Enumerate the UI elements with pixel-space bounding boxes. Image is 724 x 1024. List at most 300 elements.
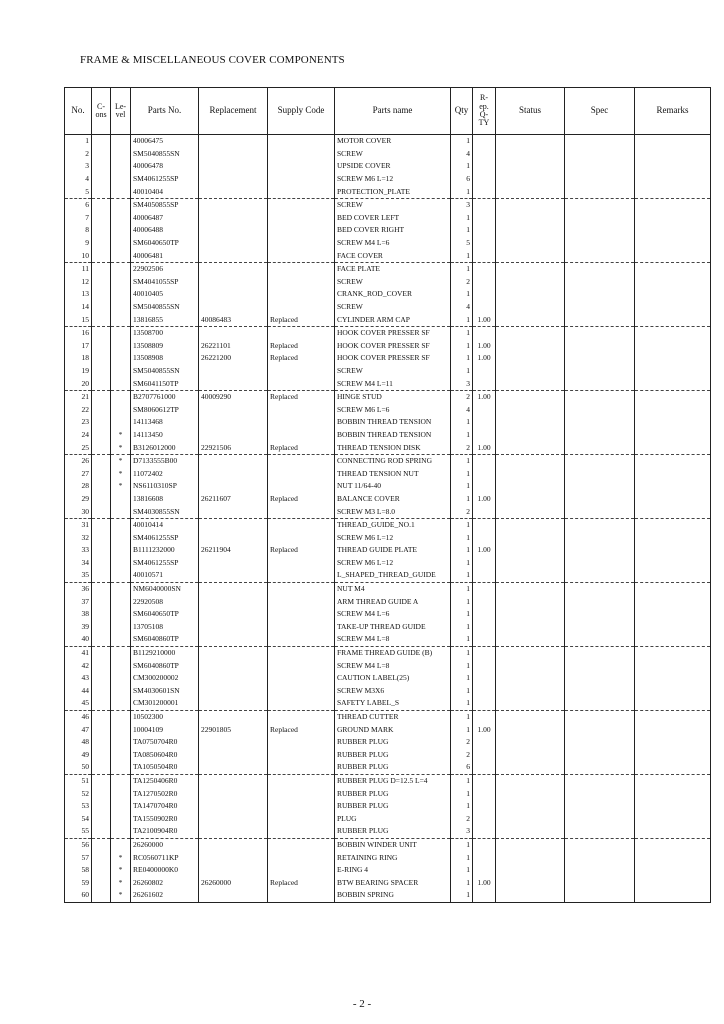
supply-code [268,480,335,493]
status-cell [496,710,565,723]
row-number: 40 [65,633,92,646]
replacement-number [199,787,268,800]
remarks-cell [635,467,711,480]
parts-name: BTW BEARING SPACER [335,876,451,889]
cons-cell [92,518,111,531]
parts-number: NS6110310SP [131,480,199,493]
rep-quantity [473,812,496,825]
table-row [65,173,711,186]
quantity: 1 [451,365,473,378]
rep-quantity: 1.00 [473,352,496,365]
status-cell [496,148,565,161]
status-cell [496,659,565,672]
quantity: 1 [451,352,473,365]
spec-cell [565,377,635,390]
parts-name: RUBBER PLUG D=12.5 L=4 [335,774,451,787]
spec-cell [565,736,635,749]
level-cell [111,390,131,403]
quantity: 3 [451,198,473,211]
remarks-cell [635,377,711,390]
table-row [65,480,711,493]
parts-name: RUBBER PLUG [335,749,451,762]
parts-number: 40010405 [131,288,199,301]
spec-cell [565,467,635,480]
quantity: 3 [451,825,473,838]
supply-code [268,326,335,339]
supply-code: Replaced [268,313,335,326]
replacement-number [199,237,268,250]
row-number: 31 [65,518,92,531]
remarks-cell [635,212,711,225]
rep-quantity [473,621,496,634]
supply-code [268,377,335,390]
spec-cell [565,249,635,262]
cons-cell [92,800,111,813]
supply-code [268,838,335,851]
replacement-number [199,224,268,237]
level-cell [111,736,131,749]
replacement-number [199,595,268,608]
status-cell [496,313,565,326]
supply-code [268,774,335,787]
quantity: 1 [451,672,473,685]
parts-number: 10004109 [131,723,199,736]
replacement-number: 22921506 [199,441,268,454]
level-cell [111,710,131,723]
cons-cell [92,276,111,289]
page-title: FRAME & MISCELLANEOUS COVER COMPONENTS [80,54,345,66]
row-number: 18 [65,352,92,365]
status-cell [496,672,565,685]
cons-cell [92,313,111,326]
parts-number: 40010404 [131,185,199,198]
rep-quantity [473,710,496,723]
cons-cell [92,377,111,390]
status-cell [496,340,565,353]
status-cell [496,544,565,557]
rep-quantity [473,608,496,621]
header-level-text: Le- vel [114,101,127,119]
level-cell [111,672,131,685]
parts-number: D7133555B00 [131,454,199,467]
table-row [65,659,711,672]
quantity: 1 [451,326,473,339]
rep-quantity: 1.00 [473,340,496,353]
supply-code [268,249,335,262]
parts-number: 26260000 [131,838,199,851]
supply-code [268,301,335,314]
row-number: 21 [65,390,92,403]
row-number: 23 [65,416,92,429]
rep-quantity [473,633,496,646]
replacement-number [199,249,268,262]
replacement-number [199,557,268,570]
parts-name: FRAME THREAD GUIDE (B) [335,646,451,659]
status-cell [496,441,565,454]
row-number: 43 [65,672,92,685]
cons-cell [92,646,111,659]
supply-code: Replaced [268,390,335,403]
level-cell: * [111,889,131,902]
row-number: 47 [65,723,92,736]
quantity: 1 [451,544,473,557]
quantity: 1 [451,595,473,608]
level-cell [111,135,131,148]
parts-number: SM4061255SP [131,557,199,570]
table-row [65,569,711,582]
supply-code [268,621,335,634]
parts-name: THREAD TENSION DISK [335,441,451,454]
spec-cell [565,403,635,416]
parts-number: 13508809 [131,340,199,353]
parts-number: SM8060612TP [131,403,199,416]
status-cell [496,224,565,237]
level-cell [111,185,131,198]
replacement-number: 26211607 [199,493,268,506]
remarks-cell [635,352,711,365]
spec-cell [565,851,635,864]
spec-cell [565,185,635,198]
status-cell [496,301,565,314]
replacement-number [199,185,268,198]
remarks-cell [635,685,711,698]
rep-quantity [473,276,496,289]
row-number: 2 [65,148,92,161]
table-row [65,710,711,723]
parts-name: SCREW [335,365,451,378]
header-supply-code: Supply Code [268,88,335,135]
cons-cell [92,685,111,698]
header-rep-qty-text: R- ep. Q- TY [478,93,490,128]
parts-number: 13705108 [131,621,199,634]
supply-code [268,672,335,685]
parts-number: 40006478 [131,160,199,173]
quantity: 1 [451,212,473,225]
status-cell [496,697,565,710]
quantity: 1 [451,876,473,889]
table-row [65,557,711,570]
remarks-cell [635,340,711,353]
rep-quantity: 1.00 [473,390,496,403]
quantity: 3 [451,377,473,390]
level-cell [111,160,131,173]
row-number: 14 [65,301,92,314]
parts-name: BED COVER RIGHT [335,224,451,237]
rep-quantity [473,224,496,237]
status-cell [496,595,565,608]
spec-cell [565,621,635,634]
header-rep-qty [473,88,496,135]
parts-number: RC0560711KP [131,851,199,864]
quantity: 1 [451,723,473,736]
status-cell [496,467,565,480]
table-row [65,646,711,659]
row-number: 3 [65,160,92,173]
remarks-cell [635,185,711,198]
supply-code [268,185,335,198]
remarks-cell [635,288,711,301]
remarks-cell [635,595,711,608]
spec-cell [565,672,635,685]
table-row [65,377,711,390]
level-cell [111,518,131,531]
level-cell [111,352,131,365]
parts-name: RUBBER PLUG [335,761,451,774]
status-cell [496,723,565,736]
level-cell [111,812,131,825]
quantity: 1 [451,429,473,442]
row-number: 6 [65,198,92,211]
parts-number: SM6040650TP [131,608,199,621]
cons-cell [92,812,111,825]
level-cell [111,761,131,774]
level-cell: * [111,467,131,480]
replacement-number [199,173,268,186]
parts-number: 14113450 [131,429,199,442]
status-cell [496,685,565,698]
parts-number: TA1270502R0 [131,787,199,800]
rep-quantity [473,249,496,262]
parts-number: 10502300 [131,710,199,723]
rep-quantity [473,135,496,148]
quantity: 1 [451,889,473,902]
parts-name: SAFETY LABEL_S [335,697,451,710]
rep-quantity [473,582,496,595]
table-row [65,685,711,698]
row-number: 34 [65,557,92,570]
level-cell [111,723,131,736]
spec-cell [565,340,635,353]
quantity: 1 [451,224,473,237]
status-cell [496,582,565,595]
remarks-cell [635,249,711,262]
quantity: 1 [451,659,473,672]
quantity: 6 [451,173,473,186]
spec-cell [565,224,635,237]
replacement-number [199,135,268,148]
parts-name: SCREW [335,148,451,161]
supply-code [268,173,335,186]
remarks-cell [635,416,711,429]
rep-quantity [473,646,496,659]
spec-cell [565,659,635,672]
quantity: 4 [451,148,473,161]
row-number: 25 [65,441,92,454]
rep-quantity: 1.00 [473,441,496,454]
parts-name: SCREW M4 L=11 [335,377,451,390]
status-cell [496,569,565,582]
parts-number: B3126012000 [131,441,199,454]
quantity: 1 [451,633,473,646]
quantity: 6 [451,761,473,774]
quantity: 1 [451,582,473,595]
cons-cell [92,135,111,148]
status-cell [496,876,565,889]
level-cell [111,224,131,237]
remarks-cell [635,761,711,774]
rep-quantity [473,198,496,211]
spec-cell [565,454,635,467]
level-cell [111,198,131,211]
status-cell [496,377,565,390]
row-number: 20 [65,377,92,390]
rep-quantity [473,326,496,339]
row-number: 49 [65,749,92,762]
table-header-row [65,88,711,135]
remarks-cell [635,224,711,237]
row-number: 53 [65,800,92,813]
level-cell [111,646,131,659]
level-cell [111,173,131,186]
parts-number: 40006481 [131,249,199,262]
row-number: 59 [65,876,92,889]
rep-quantity [473,800,496,813]
cons-cell [92,851,111,864]
quantity: 2 [451,749,473,762]
parts-name: GROUND MARK [335,723,451,736]
rep-quantity: 1.00 [473,544,496,557]
table-row [65,276,711,289]
row-number: 60 [65,889,92,902]
supply-code [268,288,335,301]
cons-cell [92,416,111,429]
parts-name: FACE COVER [335,249,451,262]
table-row [65,390,711,403]
level-cell [111,148,131,161]
level-cell [111,621,131,634]
spec-cell [565,212,635,225]
status-cell [496,531,565,544]
row-number: 9 [65,237,92,250]
replacement-number [199,800,268,813]
parts-name: SCREW M6 L=6 [335,403,451,416]
remarks-cell [635,480,711,493]
row-number: 32 [65,531,92,544]
supply-code [268,135,335,148]
parts-name: SCREW M3X6 [335,685,451,698]
spec-cell [565,582,635,595]
table-row [65,160,711,173]
status-cell [496,198,565,211]
cons-cell [92,403,111,416]
table-row [65,454,711,467]
remarks-cell [635,518,711,531]
table-row [65,340,711,353]
remarks-cell [635,276,711,289]
table-row [65,148,711,161]
supply-code [268,736,335,749]
spec-cell [565,697,635,710]
parts-number: B1129210000 [131,646,199,659]
remarks-cell [635,135,711,148]
row-number: 33 [65,544,92,557]
row-number: 22 [65,403,92,416]
parts-number: SM4061255SP [131,173,199,186]
status-cell [496,173,565,186]
spec-cell [565,493,635,506]
remarks-cell [635,160,711,173]
parts-number: SM4050855SP [131,198,199,211]
row-number: 50 [65,761,92,774]
parts-name: TAKE-UP THREAD GUIDE [335,621,451,634]
table-row [65,800,711,813]
quantity: 1 [451,416,473,429]
remarks-cell [635,454,711,467]
quantity: 1 [451,340,473,353]
replacement-number [199,825,268,838]
status-cell [496,454,565,467]
supply-code [268,365,335,378]
supply-code [268,212,335,225]
supply-code: Replaced [268,544,335,557]
parts-number: SM4041055SP [131,276,199,289]
status-cell [496,276,565,289]
cons-cell [92,352,111,365]
spec-cell [565,761,635,774]
parts-number: 40006488 [131,224,199,237]
quantity: 1 [451,288,473,301]
page-number: - 2 - [352,998,372,1010]
rep-quantity [473,237,496,250]
cons-cell [92,212,111,225]
level-cell [111,276,131,289]
remarks-cell [635,723,711,736]
spec-cell [565,429,635,442]
supply-code [268,148,335,161]
cons-cell [92,582,111,595]
level-cell: * [111,876,131,889]
cons-cell [92,531,111,544]
row-number: 35 [65,569,92,582]
quantity: 1 [451,249,473,262]
level-cell [111,340,131,353]
table-row [65,212,711,225]
rep-quantity [473,531,496,544]
cons-cell [92,441,111,454]
parts-name: THREAD TENSION NUT [335,467,451,480]
spec-cell [565,723,635,736]
table-row [65,889,711,902]
replacement-number [199,403,268,416]
cons-cell [92,761,111,774]
parts-number: SM5040855SN [131,148,199,161]
row-number: 57 [65,851,92,864]
supply-code: Replaced [268,441,335,454]
parts-number: 11072402 [131,467,199,480]
table-row [65,774,711,787]
row-number: 11 [65,262,92,275]
parts-number: 13816608 [131,493,199,506]
supply-code [268,262,335,275]
quantity: 2 [451,276,473,289]
spec-cell [565,148,635,161]
level-cell [111,659,131,672]
cons-cell [92,237,111,250]
parts-number: 22920508 [131,595,199,608]
replacement-number [199,812,268,825]
rep-quantity [473,262,496,275]
rep-quantity [473,697,496,710]
status-cell [496,774,565,787]
status-cell [496,518,565,531]
remarks-cell [635,774,711,787]
level-cell [111,633,131,646]
spec-cell [565,173,635,186]
replacement-number [199,646,268,659]
remarks-cell [635,621,711,634]
quantity: 1 [451,518,473,531]
cons-cell [92,672,111,685]
